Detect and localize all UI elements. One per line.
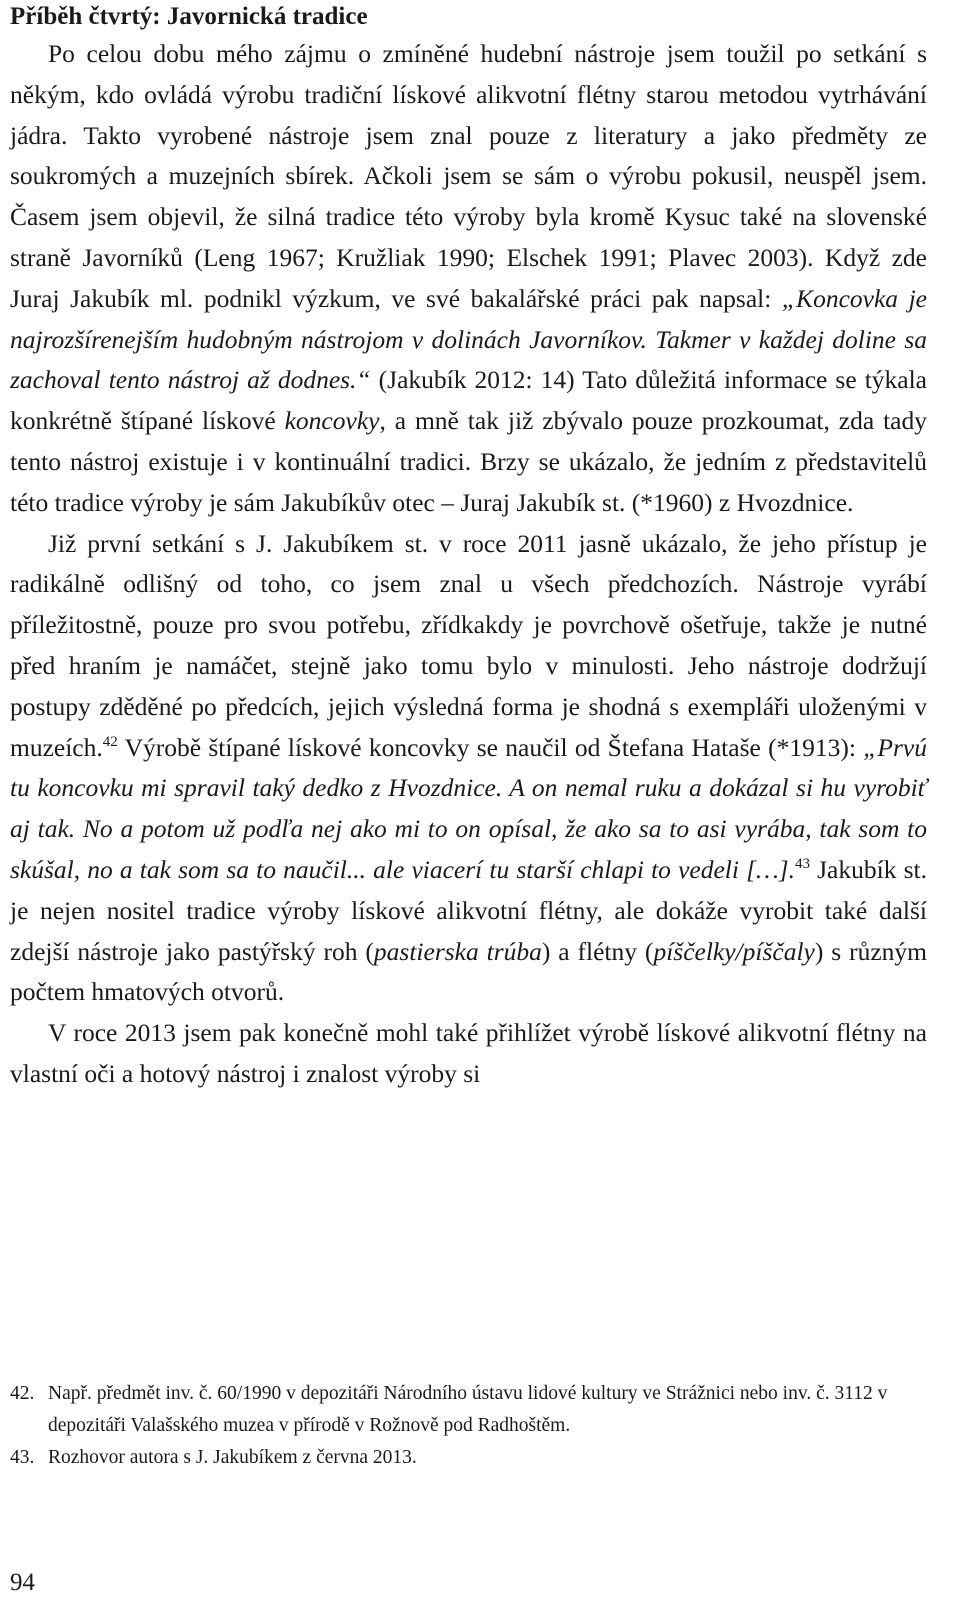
text-span: (Jakubík 2012: 14) Tato důležitá informace se týkala konkrétně štípané lískové	[10, 365, 927, 436]
page-number: 94	[10, 1569, 35, 1596]
paragraph-1	[10, 34, 927, 524]
paragraph-3	[10, 1013, 927, 1095]
text-span: Jakubík st. je nejen nositel tradice výroby lískové alikvotní flétny, ale dokáže vyrobit také další zdejší nástroje jako pastýřský roh (	[10, 854, 927, 966]
text-span: ) a flétny (	[541, 936, 654, 966]
text-span: Již první setkání s J. Jakubíkem st. v roce 2011 jasně ukázalo, že jeho přístup je radikálně odlišný od toho, co jsem znal u všech předchozích. Nástroje vyrábí příležitostně, pouze pro svou potřebu, zřídkakdy je povrchově ošetřuje, takže je nutné před hraním je namáčet, stejně jako tomu bylo v minulosti. Jeho nástroje dodržují postupy zděděné po předcích, jejich výsledná forma je shodná s exempláři uloženými v muzeích.	[10, 528, 927, 762]
quote-italic: „Prvú tu koncovku mi spravil taký dedko z Hvozdnice. A on nemal ruku a dokázal si hu vyrobiť aj tak. No a potom už podľa nej ako mi to on opísal, že ako sa to asi vyrába, tak som to skúšal, no a tak som sa to naučil... ale viacerí tu starší chlapi to vedeli […].	[10, 732, 927, 884]
text-span: ) s různým počtem hmatových otvorů.	[10, 936, 928, 1007]
footnote-text: Např. předmět inv. č. 60/1990 v depozitáři Národního ústavu lidové kultury ve Strážnici nebo inv. č. 3112 v depozitáři Valašského muzea v přírodě v Rožnově pod Radhoštěm.	[48, 1383, 888, 1436]
paragraph-2	[10, 524, 927, 1014]
term-italic: pastierska trúba	[373, 936, 542, 966]
footnotes	[10, 1378, 927, 1474]
text-span: V roce 2013 jsem pak konečně mohl také přihlížet výrobě lískové alikvotní flétny na vlastní oči a hotový nástroj i znalost výroby si	[10, 1018, 927, 1088]
text-span: , a mně tak již zbývalo pouze prozkoumat, zda tady tento nástroj existuje i v kontinuální tradici. Brzy se ukázalo, že jedním z představitelů této tradice výroby je sám Jakubíkův otec – Juraj Jakubík st. (*1960) z Hvozdnice.	[10, 406, 927, 517]
text-span: Výrobě štípané lískové koncovky se naučil od Štefana Hataše (*1913):	[117, 732, 864, 762]
term-italic: koncovky	[284, 406, 380, 436]
term-italic: píščelky/píščaly	[653, 936, 815, 966]
chapter-heading: Příběh čtvrtý: Javornická tradice	[10, 3, 368, 30]
quote-italic: „Koncovka je najrozšírenejším hudobným nástrojom v dolinách Javorníkov. Takmer v každej doline sa zachoval tento nástroj až dodnes.“	[10, 283, 927, 395]
footnote-43	[10, 1442, 927, 1474]
footnote-ref-43: 43	[794, 855, 810, 872]
footnote-number: 43.	[10, 1447, 35, 1468]
text-span: Po celou dobu mého zájmu o zmíněné hudební nástroje jsem toužil po setkání s někým, kdo ovládá výrobu tradiční lískové alikvotní flétny starou metodou vytrhávání jádra. Takto vyrobené nástroje jsem znal pouze z literatury a jako předměty ze soukromých a muzejních sbírek. Ačkoli jsem se sám o výrobu pokusil, neuspěl jsem. Časem jsem objevil, že silná tradice této výroby byla kromě Kysuc také na slovenské straně Javorníků (Leng 1967; Kružliak 1990; Elschek 1991; Plavec 2003). Když zde Juraj Jakubík ml. podnikl výzkum, ve své bakalářské práci pak napsal:	[10, 39, 927, 313]
footnote-42	[10, 1378, 927, 1442]
body-text	[10, 34, 927, 1095]
footnote-text: Rozhovor autora s J. Jakubíkem z června 2013.	[48, 1447, 417, 1468]
footnote-number: 42.	[10, 1383, 35, 1404]
footnote-ref-42: 42	[102, 733, 118, 750]
